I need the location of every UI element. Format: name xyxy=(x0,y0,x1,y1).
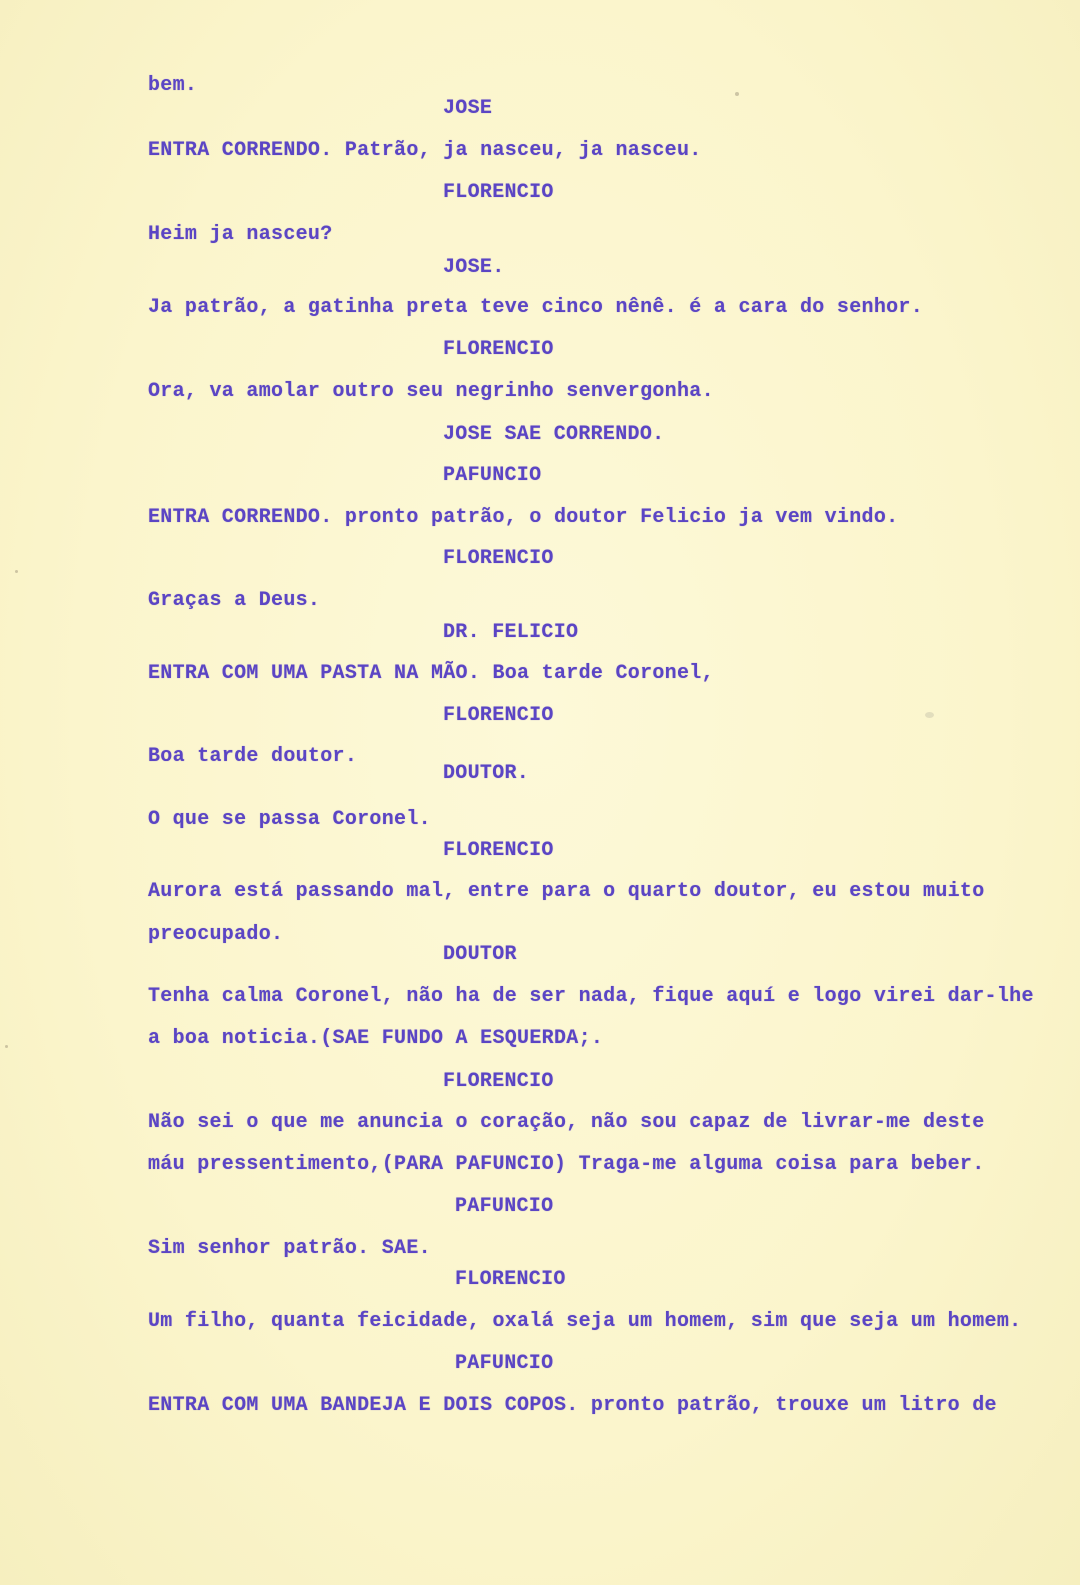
speaker-name: FLORENCIO xyxy=(443,547,554,570)
speaker-name: DOUTOR. xyxy=(443,762,530,785)
script-line: Boa tarde doutor. xyxy=(148,745,358,768)
script-line: Aurora está passando mal, entre para o quarto doutor, eu estou muito xyxy=(148,880,985,903)
script-line: Heim ja nasceu? xyxy=(148,223,333,246)
speaker-name: PAFUNCIO xyxy=(443,464,542,487)
script-line: Não sei o que me anuncia o coração, não sou capaz de livrar-me deste xyxy=(148,1111,985,1134)
script-line: ENTRA CORRENDO. pronto patrão, o doutor Felicio ja vem vindo. xyxy=(148,506,899,529)
paper-speck xyxy=(735,92,739,96)
script-line: a boa noticia.(SAE FUNDO A ESQUERDA;. xyxy=(148,1027,604,1050)
paper-speck xyxy=(925,712,934,718)
script-line: O que se passa Coronel. xyxy=(148,808,431,831)
speaker-name: FLORENCIO xyxy=(455,1268,566,1291)
script-line: Graças a Deus. xyxy=(148,589,321,612)
speaker-name: DR. FELICIO xyxy=(443,621,579,644)
stage-direction: JOSE SAE CORRENDO. xyxy=(443,423,665,446)
script-line: Ora, va amolar outro seu negrinho senvergonha. xyxy=(148,380,714,403)
script-line: bem. xyxy=(148,74,198,97)
script-line: ENTRA COM UMA BANDEJA E DOIS COPOS. pronto patrão, trouxe um litro de xyxy=(148,1394,997,1417)
speaker-name: FLORENCIO xyxy=(443,181,554,204)
script-line: máu pressentimento,(PARA PAFUNCIO) Traga-me alguma coisa para beber. xyxy=(148,1153,985,1176)
script-line: Um filho, quanta feicidade, oxalá seja um homem, sim que seja um homem. xyxy=(148,1310,1022,1333)
speaker-name: DOUTOR xyxy=(443,943,517,966)
speaker-name: JOSE xyxy=(443,97,493,120)
speaker-name: FLORENCIO xyxy=(443,704,554,727)
speaker-name: FLORENCIO xyxy=(443,338,554,361)
speaker-name: FLORENCIO xyxy=(443,1070,554,1093)
script-line: Ja patrão, a gatinha preta teve cinco nênê. é a cara do senhor. xyxy=(148,296,924,319)
speaker-name: FLORENCIO xyxy=(443,839,554,862)
script-line: Tenha calma Coronel, não ha de ser nada, fique aquí e logo virei dar-lhe xyxy=(148,985,1034,1008)
script-line: ENTRA CORRENDO. Patrão, ja nasceu, ja nasceu. xyxy=(148,139,702,162)
speaker-name: PAFUNCIO xyxy=(455,1195,554,1218)
script-line: ENTRA COM UMA PASTA NA MÃO. Boa tarde Coronel, xyxy=(148,662,714,685)
paper-speck xyxy=(15,570,18,573)
speaker-name: PAFUNCIO xyxy=(455,1352,554,1375)
speaker-name: JOSE. xyxy=(443,256,505,279)
paper-speck xyxy=(5,1045,8,1048)
script-line: preocupado. xyxy=(148,923,284,946)
script-line: Sim senhor patrão. SAE. xyxy=(148,1237,431,1260)
